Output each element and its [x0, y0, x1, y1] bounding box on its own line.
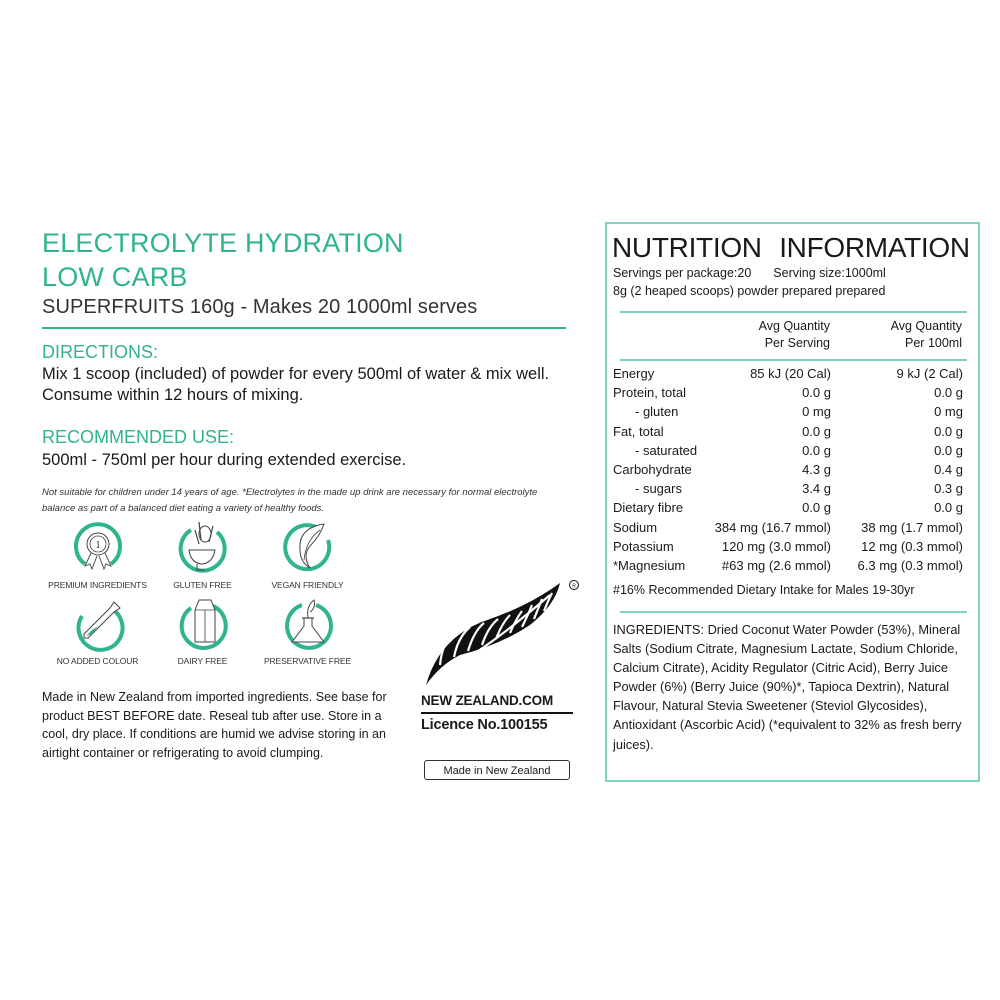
per-serving-value: 120 mg (3.0 mmol)	[721, 538, 831, 554]
table-row	[613, 479, 963, 498]
table-row	[613, 460, 963, 479]
recommended-use-heading: RECOMMENDED USE:	[42, 427, 235, 447]
svg-text:1: 1	[95, 540, 100, 551]
table-row	[613, 537, 963, 556]
nutrition-divider	[620, 611, 967, 613]
badge-label: GLUTEN FREE	[173, 580, 232, 590]
per-serving-value: 3.4 g	[802, 481, 831, 497]
wheat-bowl-icon	[175, 520, 231, 576]
badge-label: VEGAN FRIENDLY	[271, 580, 344, 590]
table-row	[613, 383, 963, 402]
column-header-line: Avg Quantity	[758, 319, 830, 333]
column-header-line: Avg Quantity	[890, 319, 962, 333]
nutrient-name: - saturated	[635, 442, 698, 458]
per-100ml-value: 0.3 g	[934, 481, 963, 497]
badge-label: PRESERVATIVE FREE	[263, 656, 352, 666]
nutrient-name: Carbohydrate	[613, 461, 692, 477]
column-header-per-serving	[700, 318, 830, 352]
nutrient-name: Sodium	[613, 519, 658, 535]
directions-text: Mix 1 scoop (included) of powder for every 500ml of water & mix well. Consume within 12 hours of mixing.	[42, 365, 550, 404]
product-subtitle	[42, 296, 477, 319]
storage-info-text: Made in New Zealand from imported ingredients. See base for product BEST BEFORE date. Reseal tub after use. Store in a cool, dry place. If conditions are humid we advise storing in an airtight container or refrigerating to avoid clumping.	[42, 690, 387, 760]
disclaimer-text: Not suitable for children under 14 years of age. *Electrolytes in the made up drink are necessary for normal electrolyte balance as part of a balanced diet eating a variety of healthy foods.	[42, 487, 538, 514]
milk-carton-icon	[175, 596, 231, 652]
servings-info	[613, 266, 886, 280]
dropper-icon	[70, 596, 126, 652]
directions-heading: DIRECTIONS:	[42, 342, 159, 362]
preparation-note: 8g (2 heaped scoops) powder prepared prepared	[613, 284, 886, 298]
column-header-line: Per 100ml	[905, 336, 962, 350]
per-100ml-value: 0.4 g	[934, 461, 963, 477]
badge-gluten-free	[155, 520, 250, 590]
badge-no-added-colour	[40, 596, 155, 666]
table-row	[613, 556, 963, 575]
nutrition-table	[613, 364, 963, 575]
per-100ml-value: 0.0 g	[934, 442, 963, 458]
column-header-line: Per Serving	[764, 336, 830, 350]
nutrition-divider	[620, 311, 967, 313]
silver-fern-icon	[420, 575, 580, 695]
per-100ml-value: 0.0 g	[934, 385, 963, 401]
servings-per-package: Servings per package:20	[613, 266, 752, 280]
per-serving-value: #63 mg (2.6 mmol)	[721, 557, 831, 573]
per-serving-value: 0.0 g	[802, 385, 831, 401]
per-100ml-value: 6.3 mg (0.3 mmol)	[857, 557, 963, 573]
table-row	[613, 441, 963, 460]
leaf-icon	[280, 520, 336, 576]
column-header-per-100ml	[840, 318, 962, 352]
feature-badges	[40, 520, 370, 666]
per-100ml-value: 0.0 g	[934, 500, 963, 516]
product-title-line2: LOW CARB	[42, 262, 188, 292]
rdi-footnote: #16% Recommended Dietary Intake for Males 19-30yr	[613, 583, 915, 597]
per-serving-value: 0 mg	[802, 404, 831, 420]
logo-divider	[421, 712, 573, 714]
per-serving-value: 0.0 g	[802, 500, 831, 516]
svg-text:R: R	[572, 583, 576, 590]
nutrient-name: Protein, total	[613, 385, 686, 401]
award-ribbon-icon	[70, 520, 126, 576]
per-100ml-value: 0.0 g	[934, 423, 963, 439]
nutrient-name: Fat, total	[613, 423, 664, 439]
flavour-name: SUPERFRUITS	[42, 296, 185, 318]
per-100ml-value: 12 mg (0.3 mmol)	[861, 538, 963, 554]
badge-preservative-free	[250, 596, 365, 666]
product-title	[42, 226, 404, 294]
nutrient-name: Energy	[613, 366, 655, 381]
per-serving-value: 384 mg (16.7 mmol)	[714, 519, 831, 535]
per-serving-value: 0.0 g	[802, 423, 831, 439]
serving-size: Serving size:1000ml	[773, 266, 886, 280]
licence-number: Licence No.100155	[421, 717, 548, 733]
per-100ml-value: 38 mg (1.7 mmol)	[861, 519, 963, 535]
product-title-line1: ELECTROLYTE HYDRATION	[42, 228, 404, 258]
made-in-nz-badge: Made in New Zealand	[424, 760, 570, 780]
per-serving-value: 85 kJ (20 Cal)	[750, 366, 831, 381]
header-divider	[42, 327, 566, 329]
table-row	[613, 422, 963, 441]
badge-dairy-free	[155, 596, 250, 666]
nutrition-title: NUTRITION INFORMATION	[612, 232, 970, 263]
per-100ml-value: 9 kJ (2 Cal)	[896, 366, 963, 381]
newzealand-com-text: NEW ZEALAND.COM	[421, 693, 553, 708]
per-serving-value: 0.0 g	[802, 442, 831, 458]
badge-vegan-friendly	[250, 520, 365, 590]
table-row	[613, 498, 963, 517]
ingredients-text: INGREDIENTS: Dried Coconut Water Powder (53%), Mineral Salts (Sodium Citrate, Magnesium Lactate, Sodium Chloride, Calcium Citrate), Acidity Regulator (Citric Acid), Berry Juice Powder (6%) (Berry Juice (90%)*, Tapioca Dextrin), Natural Flavour, Natural Stevia Sweetener (Steviol Glycosides), Antioxidant (Ascorbic Acid) (*equivalent to 32% as fresh berry juices).	[613, 622, 962, 752]
nutrient-name: - gluten	[635, 404, 679, 420]
table-row	[613, 364, 963, 383]
table-row	[613, 402, 963, 421]
nutrition-divider	[620, 359, 967, 361]
badge-label: NO ADDED COLOUR	[56, 656, 139, 666]
per-100ml-value: 0 mg	[934, 404, 963, 420]
per-serving-value: 4.3 g	[802, 461, 831, 477]
flask-icon	[280, 596, 336, 652]
badge-label: DAIRY FREE	[177, 656, 228, 666]
badge-premium-ingredients	[40, 520, 155, 590]
size-info: 160g - Makes 20 1000ml serves	[184, 296, 478, 318]
nutrient-name: Dietary fibre	[613, 500, 684, 516]
table-row	[613, 518, 963, 537]
recommended-use-text: 500ml - 750ml per hour during extended exercise.	[42, 451, 407, 469]
nutrient-name: - sugars	[635, 481, 682, 497]
badge-label: PREMIUM INGREDIENTS	[48, 580, 147, 590]
nutrient-name: Potassium	[613, 538, 674, 554]
nutrient-name: *Magnesium	[613, 557, 686, 573]
